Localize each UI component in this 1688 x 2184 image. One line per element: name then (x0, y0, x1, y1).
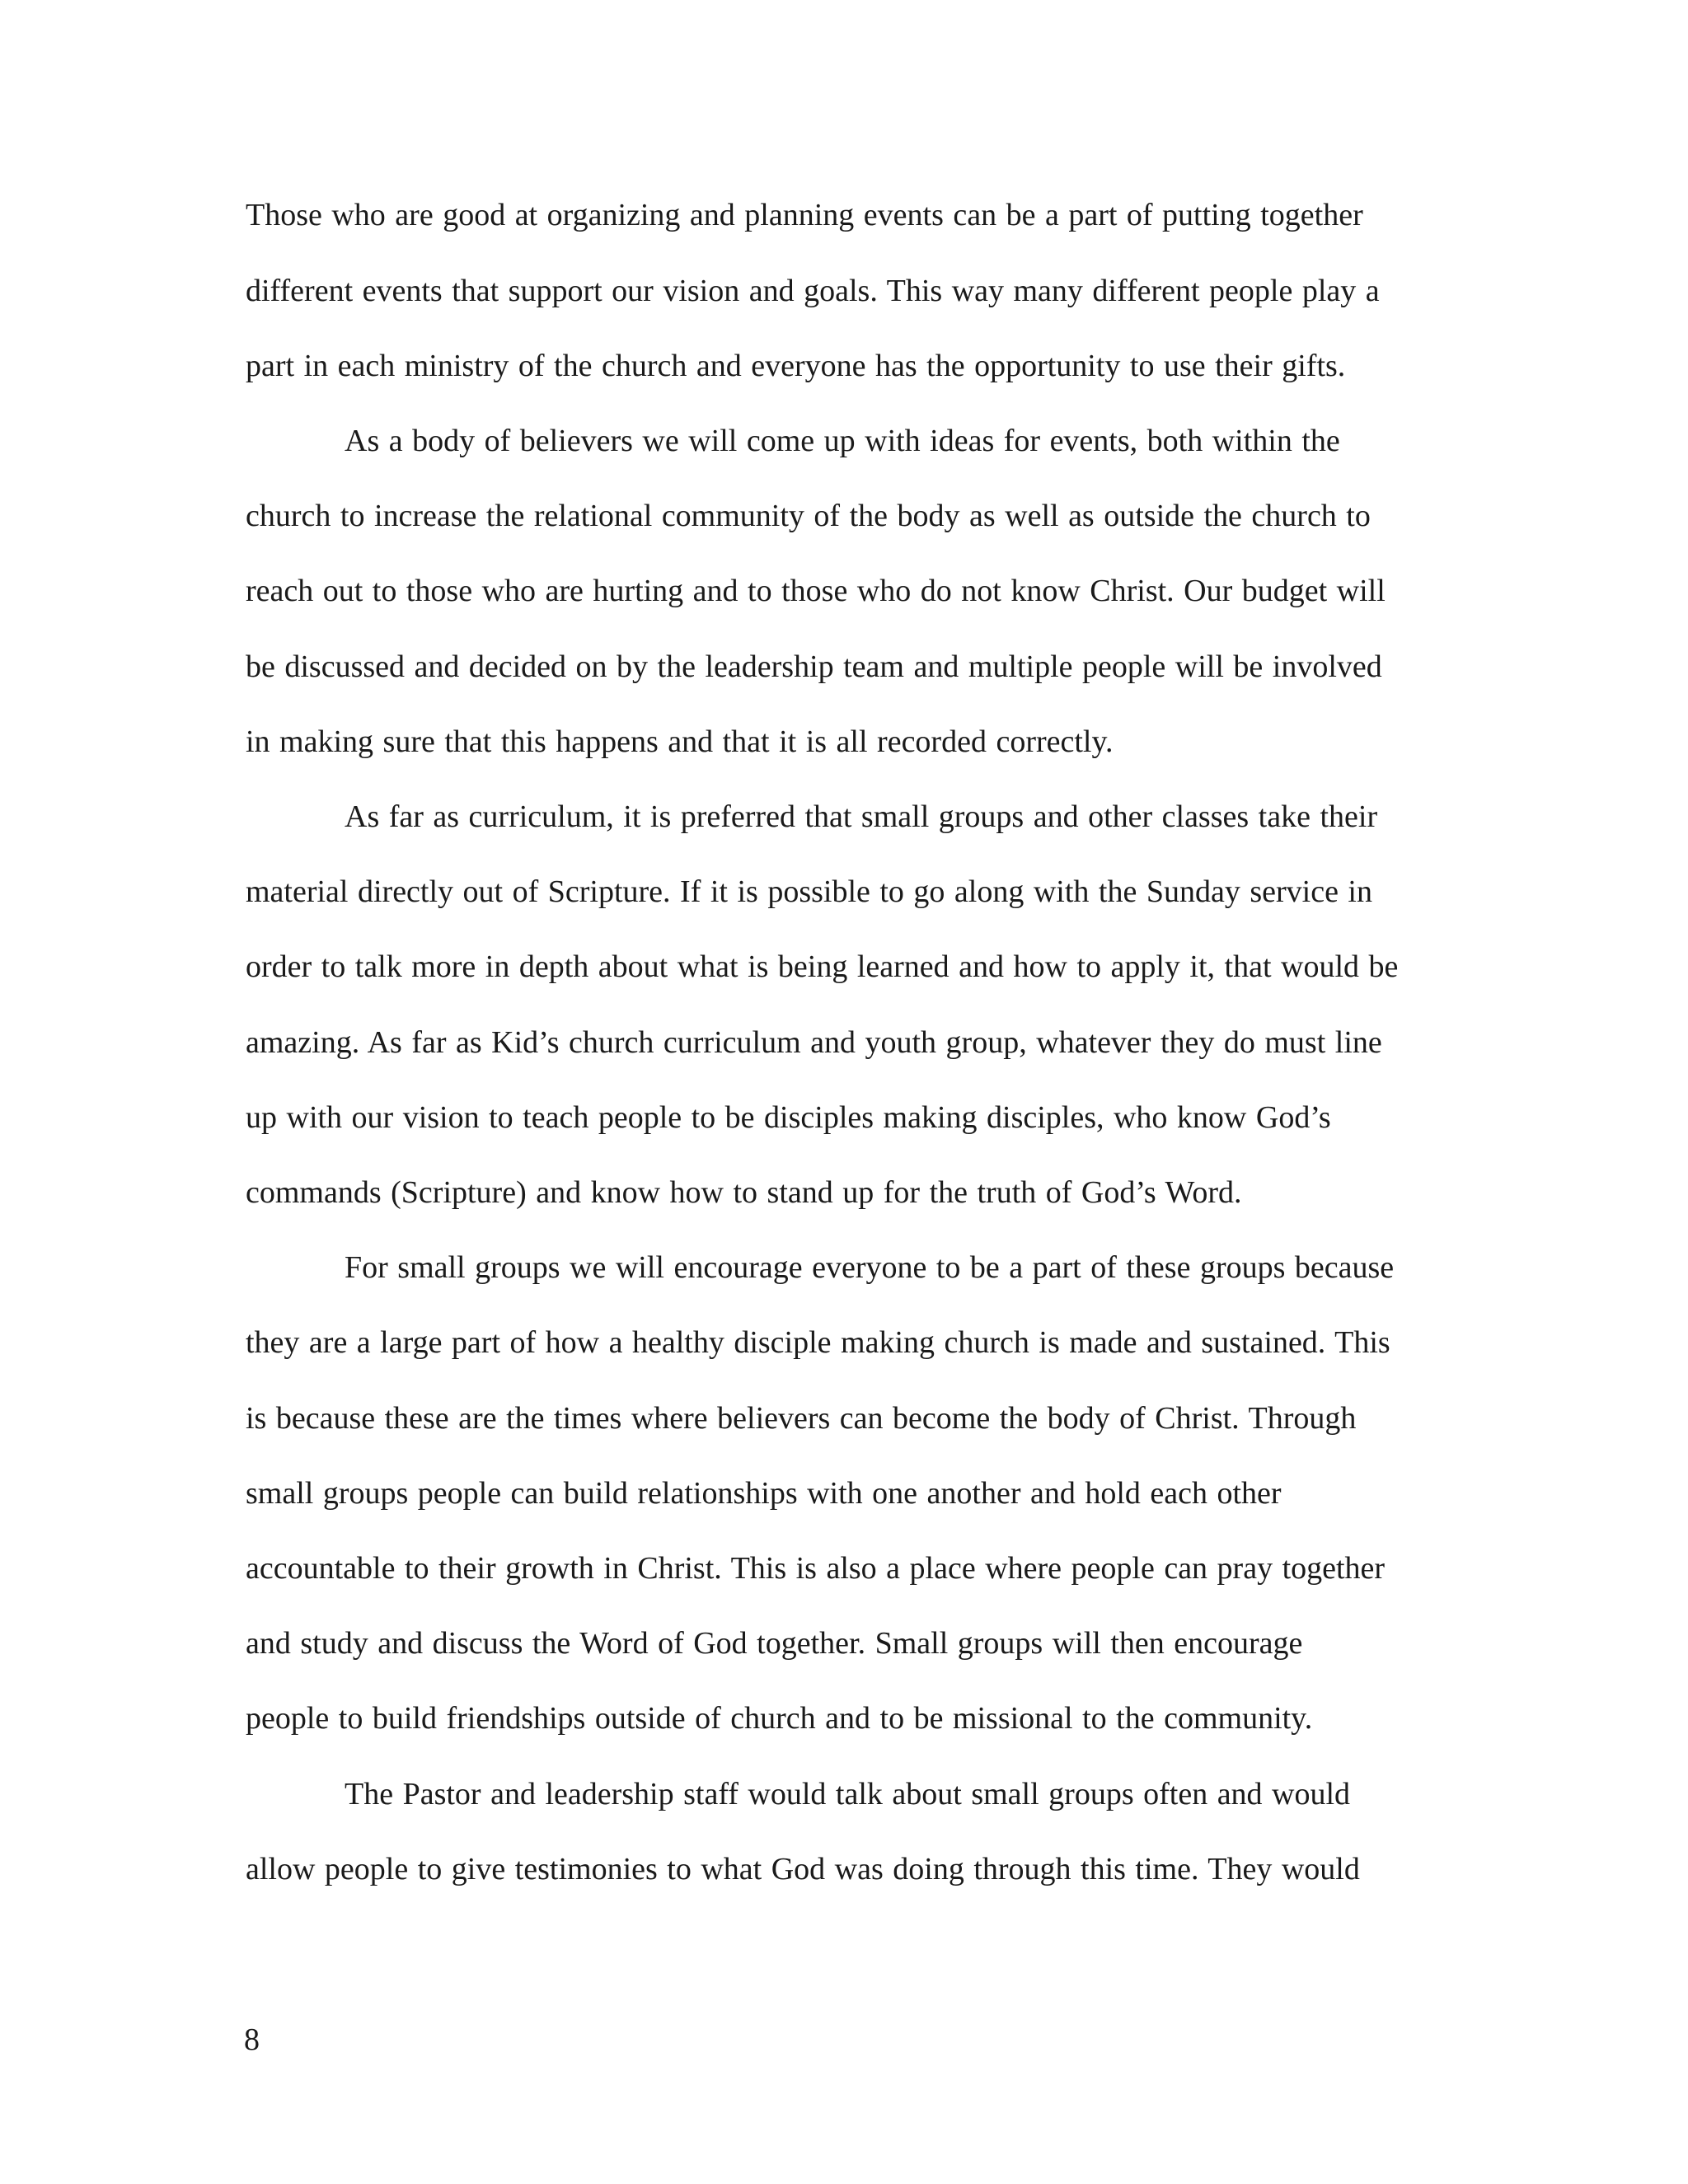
text-line-5: church to increase the relational community of the body as well as outside the church to (246, 499, 1371, 533)
paragraph-start-line-4: As a body of believers we will come up with ideas for events, both within the (345, 424, 1340, 458)
paragraph-start-line-22: The Pastor and leadership staff would talk about small groups often and would (345, 1777, 1351, 1811)
paragraph-start-line-9: As far as curriculum, it is preferred that small groups and other classes take their (345, 799, 1378, 834)
text-line-3: part in each ministry of the church and everyone has the opportunity to use their gifts. (246, 349, 1346, 383)
text-line-16: they are a large part of how a healthy disciple making church is made and sustained. This (246, 1325, 1390, 1360)
page-number: 8 (244, 2022, 260, 2057)
text-line-19: accountable to their growth in Christ. This is also a place where people can pray together (246, 1551, 1386, 1586)
text-line-18: small groups people can build relationships with one another and hold each other (246, 1476, 1282, 1511)
text-line-23: allow people to give testimonies to what God was doing through this time. They would (246, 1852, 1360, 1886)
text-line-20: and study and discuss the Word of God together. Small groups will then encourage (246, 1626, 1303, 1661)
text-line-6: reach out to those who are hurting and to those who do not know Christ. Our budget will (246, 574, 1386, 608)
text-line-7: be discussed and decided on by the leadership team and multiple people will be involved (246, 649, 1382, 684)
text-line-13: up with our vision to teach people to be disciples making disciples, who know God’s (246, 1100, 1331, 1135)
text-line-11: order to talk more in depth about what is being learned and how to apply it, that would be (246, 949, 1399, 984)
text-line-10: material directly out of Scripture. If it is possible to go along with the Sunday service in (246, 874, 1372, 909)
text-line-1: Those who are good at organizing and planning events can be a part of putting together (246, 198, 1363, 232)
text-line-8: in making sure that this happens and that it is all recorded correctly. (246, 724, 1114, 759)
text-line-2: different events that support our vision and goals. This way many different people play a (246, 274, 1380, 308)
text-line-21: people to build friendships outside of church and to be missional to the community. (246, 1701, 1313, 1736)
text-line-12: amazing. As far as Kid’s church curriculum and youth group, whatever they do must line (246, 1025, 1382, 1060)
text-line-14: commands (Scripture) and know how to stand up for the truth of God’s Word. (246, 1175, 1242, 1210)
paragraph-start-line-15: For small groups we will encourage everyone to be a part of these groups because (345, 1250, 1395, 1285)
text-line-17: is because these are the times where believers can become the body of Christ. Through (246, 1401, 1357, 1436)
